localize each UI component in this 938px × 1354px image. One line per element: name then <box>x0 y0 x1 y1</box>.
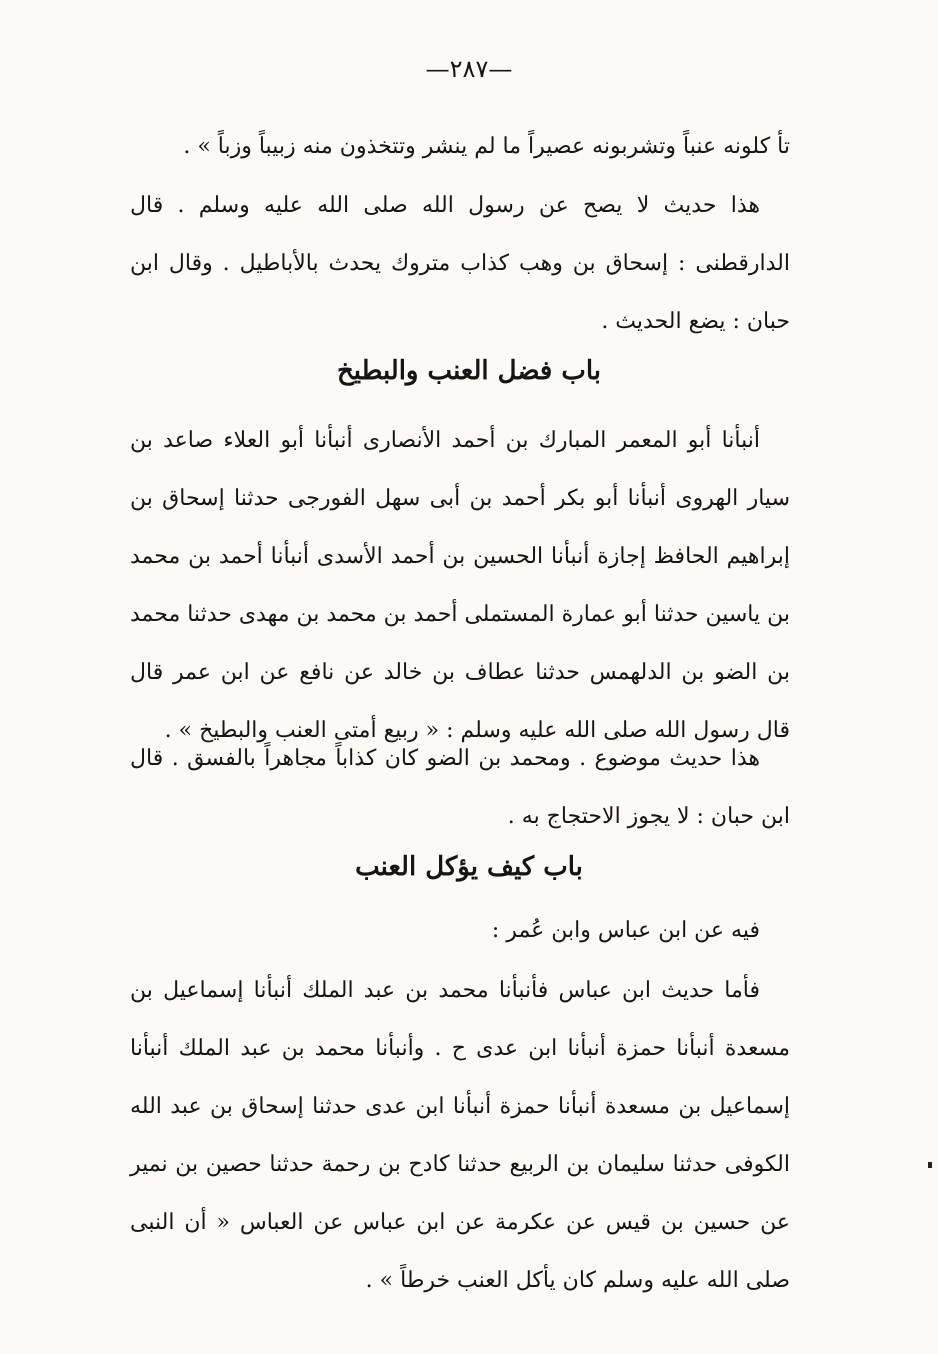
section-heading-grape-melon: باب فضل العنب والبطيخ <box>336 356 602 386</box>
paragraph-text: تأ كلونه عنباً وتشربونه عصيراً ما لم ينشر وتتخذون منه زبيباً وزباً » . <box>183 134 790 159</box>
paragraph-continuation <box>130 118 790 176</box>
paragraph-note-1 <box>130 177 790 351</box>
paragraph-isnad-2 <box>130 962 790 1310</box>
paragraph-note-2 <box>130 730 790 846</box>
page-number: —٢٨٧— <box>425 55 513 83</box>
scan-mark <box>928 1162 932 1168</box>
paragraph-text: أنبأنا أبو المعمر المبارك بن أحمد الأنصارى أنبأنا أبو العلاء صاعد بن سيار الهروى أنبأنا أبو بكر أحمد بن أبى سهل الفورجى حدثنا إسحاق بن إبراهيم الحافظ إجازة أنبأنا الحسين بن أحمد الأسدى أنبأنا أحمد بن محمد بن ياسين حدثنا أبو عمارة المستملى أحمد بن محمد بن مهدى حدثنا محمد بن الضو بن الدلهمس حدثنا عطاف بن خالد عن نافع عن ابن عمر قال قال رسول الله صلى الله عليه وسلم : « ربيع أمتى العنب والبطيخ » . <box>129 428 790 743</box>
paragraph-isnad-1 <box>130 412 790 760</box>
paragraph-intro <box>130 902 790 960</box>
paragraph-text: هذا حديث لا يصح عن رسول الله صلى الله عليه وسلم . قال الدارقطنى : إسحاق بن وهب كذاب متروك يحدث بالأباطيل . وقال ابن حبان : يضع الحديث . <box>130 193 790 334</box>
paragraph-text: فأما حديث ابن عباس فأنبأنا محمد بن عبد الملك أنبأنا إسماعيل بن مسعدة أنبأنا حمزة أنبأنا ابن عدى ح . وأنبأنا محمد بن عبد الملك أنبأنا إسماعيل بن مسعدة أنبأنا حمزة أنبأنا ابن عدى حدثنا إسحاق بن عبد الله الكوفى حدثنا سليمان بن الربيع حدثنا كادح بن رحمة حدثنا حصين بن نمير عن حسين بن قيس عن عكرمة عن ابن عباس عن العباس « أن النبى صلى الله عليه وسلم كان يأكل العنب خرطاً » . <box>130 978 790 1293</box>
paragraph-text: فيه عن ابن عباس وابن عُمر : <box>491 918 760 943</box>
paragraph-text: هذا حديث موضوع . ومحمد بن الضو كان كذاباً مجاهراً بالفسق . قال ابن حبان : لا يجوز الاحتجاج به . <box>130 746 790 829</box>
section-heading-how-eat-grape: باب كيف يؤكل العنب <box>355 852 583 882</box>
